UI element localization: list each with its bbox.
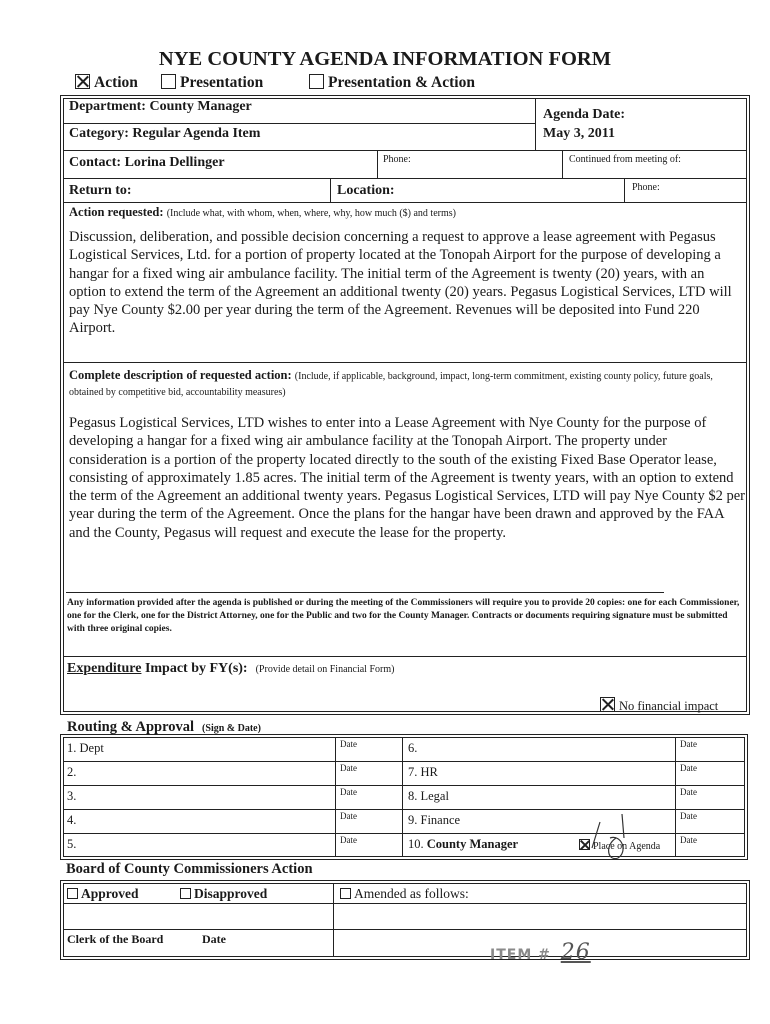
description-hint: (Include, if applicable, background, impact, long-term commitment, existing county policy, future goals, obtained by competitive bid, accountability measures) — [69, 371, 713, 398]
routing-date-8: Date — [680, 787, 697, 797]
item-stamp-text: ITEM # — [490, 947, 551, 963]
type-presentation-label: Presentation — [180, 74, 264, 91]
action-checkbox-icon — [75, 74, 90, 89]
continued-label: Continued from meeting of: — [569, 154, 681, 165]
action-requested-hint: (Include what, with whom, when, where, why, how much ($) and terms) — [166, 208, 456, 219]
disapproved-checkbox-icon — [180, 888, 191, 899]
routing-step-3: 3. — [67, 789, 77, 803]
routing-step-5: 5. — [67, 837, 77, 851]
routing-step-10-number: 10. — [408, 837, 427, 851]
description-label: Complete description of requested action: — [69, 368, 292, 382]
disapproved-option[interactable] — [180, 886, 267, 902]
clerk-date-label: Date — [202, 932, 226, 946]
agenda-date-label: Agenda Date: — [543, 107, 626, 122]
amended-option[interactable] — [340, 886, 469, 902]
approved-checkbox-icon — [67, 888, 78, 899]
no-impact-checkbox-icon — [600, 697, 615, 712]
routing-step-2: 2. — [67, 765, 77, 779]
phone-label: Phone: — [383, 154, 411, 165]
action-requested-heading — [69, 205, 456, 220]
action-requested-label: Action requested: — [69, 205, 164, 219]
board-title: Board of County Commissioners Action — [66, 861, 313, 877]
amended-checkbox-icon — [340, 888, 351, 899]
county-manager-label: County Manager — [426, 837, 519, 851]
no-financial-impact-option[interactable] — [600, 697, 718, 714]
expenditure-hint: (Provide detail on Financial Form) — [255, 664, 395, 675]
item-stamp-number: 26 — [560, 940, 591, 965]
phone2-label: Phone: — [632, 182, 660, 193]
no-impact-label: No financial impact — [619, 699, 719, 713]
type-presentation-action-option[interactable] — [309, 74, 475, 92]
routing-step-7: 7. HR — [408, 765, 438, 779]
approved-label: Approved — [81, 886, 139, 901]
routing-date-10: Date — [680, 835, 697, 845]
routing-date-7: Date — [680, 763, 697, 773]
routing-date-9: Date — [680, 811, 697, 821]
agenda-date-value: May 3, 2011 — [543, 126, 615, 141]
expenditure-label-rest: Impact by FY(s): — [141, 661, 248, 676]
expenditure-label-underlined: Expenditure — [67, 661, 142, 676]
type-action-label: Action — [94, 74, 138, 91]
routing-step-6: 6. — [408, 741, 418, 755]
separator-rule — [66, 592, 664, 593]
return-to-field: Return to: — [69, 183, 132, 198]
presentation-checkbox-icon — [161, 74, 176, 89]
routing-step-8: 8. Legal — [408, 789, 449, 803]
routing-title: Routing & Approval — [67, 719, 195, 735]
amended-label: Amended as follows: — [354, 886, 469, 901]
action-requested-text: Discussion, deliberation, and possible decision concerning a request to approve a lease agreement with Pegasus Logistical Services, Ltd. for a portion of property located at the Tonopah Airport for the purpose of developing a hangar for a fixed wing air ambulance facility. The initial term of the Agreement is twenty (20) years, with an option to extend the term of the Agreement an additional twenty (20) years. Pegasus Logistical Services, LTD will pay Nye County $2.00 per year during the term of the Agreement. Revenues will be deposited into Fund 220 Airport. — [69, 229, 732, 337]
department-field: Department: County Manager — [69, 99, 252, 114]
category-field: Category: Regular Agenda Item — [69, 126, 261, 141]
contact-field: Contact: Lorina Dellinger — [69, 155, 225, 170]
routing-step-10 — [408, 837, 518, 852]
copies-notice: Any information provided after the agenda is published or during the meeting of the Commissioners will require you to provide 20 copies: one for each Commissioner, one for the Clerk, one for the District Attorney, one for the Public and two for the County Manager. Contracts or documents requiring signature must be submitted with three original copies. — [67, 598, 740, 634]
type-action-option[interactable] — [75, 74, 138, 92]
expenditure-heading — [67, 659, 394, 677]
presentation-action-checkbox-icon — [309, 74, 324, 89]
form-title: NYE COUNTY AGENDA INFORMATION FORM — [158, 48, 612, 70]
clerk-of-board-label: Clerk of the Board — [67, 932, 164, 946]
routing-date-6: Date — [680, 739, 697, 749]
routing-date-2: Date — [340, 763, 357, 773]
type-presentation-option[interactable] — [161, 74, 263, 92]
approved-option[interactable] — [67, 886, 139, 902]
handwritten-signature-mark — [570, 808, 670, 864]
item-number-stamp — [490, 940, 591, 965]
location-field: Location: — [337, 183, 395, 198]
routing-step-1: 1. Dept — [67, 741, 104, 755]
type-presentation-action-label: Presentation & Action — [328, 74, 475, 91]
routing-date-1: Date — [340, 739, 357, 749]
routing-step-4: 4. — [67, 813, 77, 827]
description-text: Pegasus Logistical Services, LTD wishes to enter into a Lease Agreement with Nye County for the purpose of developing a hangar for a fixed wing air ambulance facility at the Tonopah Airport. The property under consideration is a portion of the property located directly to the south of the existing Fixed Base Operator lease, consisting of approximately 1.85 acres. The initial term of the Agreement is twenty years, with an option to extend the term of the Agreement an additional twenty years. Pegasus Logistical Services, LTD will pay Nye County $2 per year during the term of the Agreement. Once the plans for the hangar have been drawn and approved by the FAA and the County, Pegasus will request and execute the lease for the property. — [69, 415, 745, 541]
routing-date-5: Date — [340, 835, 357, 845]
description-heading — [69, 368, 745, 400]
routing-date-4: Date — [340, 811, 357, 821]
disapproved-label: Disapproved — [194, 886, 268, 901]
routing-date-3: Date — [340, 787, 357, 797]
place-on-agenda-label: Place on Agenda — [593, 841, 661, 852]
routing-step-9: 9. Finance — [408, 813, 461, 827]
routing-subtitle: (Sign & Date) — [202, 723, 261, 734]
